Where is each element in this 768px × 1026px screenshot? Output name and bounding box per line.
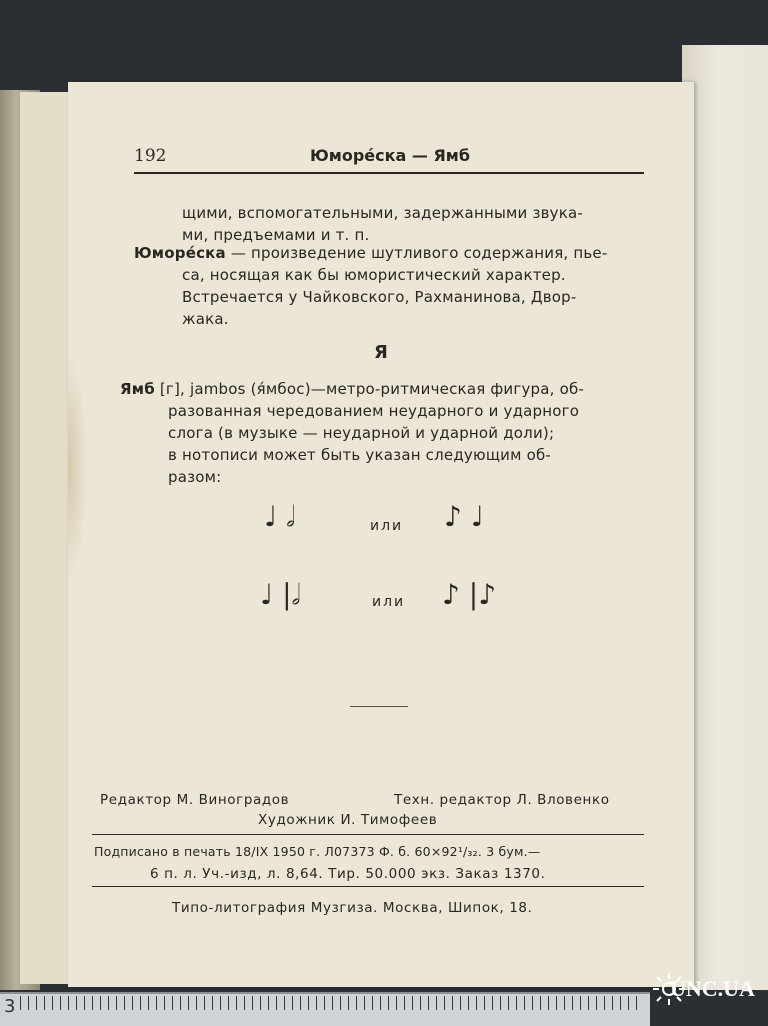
measuring-ruler — [0, 992, 650, 1026]
page-stain — [68, 352, 88, 582]
artist-credit: Художник И. Тимофеев — [258, 812, 438, 828]
note-pattern-3: ♩ |𝅗𝅥 — [260, 578, 301, 611]
ruler-ticks — [20, 996, 640, 1010]
facing-page — [682, 45, 768, 990]
dictionary-entry-iamb — [120, 378, 650, 488]
printer-line: Типо-литография Музгиза. Москва, Шипок, 18. — [172, 900, 533, 916]
page-number: 192 — [134, 146, 167, 166]
note-pattern-2: ♪ ♩ — [444, 500, 484, 533]
watermark-text: UNC.UA — [670, 976, 755, 1001]
separator-rule — [350, 706, 408, 707]
running-title: Юмоpéска — Ямб — [310, 146, 471, 165]
tech-editor-credit: Техн. редактор Л. Вловенко — [394, 792, 610, 808]
dictionary-entry-humoresque — [134, 242, 644, 330]
entry-headword: Юмоpéска — [134, 244, 226, 262]
imprint-rule-top — [92, 834, 644, 835]
entry-definition: — произведение шутливого содержания, пье- — [225, 244, 608, 262]
book-page — [68, 82, 694, 987]
continuation-text: щими, вспомогательными, задержанными звука- ми, предъемами и т. п. — [182, 204, 584, 244]
or-label-2: или — [372, 594, 406, 610]
ruler-number: 3 — [4, 996, 16, 1017]
site-watermark — [652, 968, 764, 1012]
imprint-rule-bottom — [92, 886, 644, 887]
entry-definition-continued: са, носящая как бы юмористический характер. Встречается у Чайковского, Рахманинова, Двор- жака. — [182, 266, 577, 328]
entry-definition: [г], jambos (я́мбос)—метро-ритмическая фигура, об- — [154, 380, 585, 398]
note-pattern-1: ♩ 𝅗𝅥 — [264, 500, 296, 533]
or-label-1: или — [370, 518, 404, 534]
section-letter: Я — [374, 342, 388, 363]
entry-definition-continued: разованная чередованием неударного и ударного слога (в музыке — неударной и ударной доли); в нотописи может быть указан следующим об- разом: — [168, 402, 580, 486]
print-run-line: 6 п. л. Уч.-изд, л. 8,64. Тир. 50.000 экз. Заказ 1370. — [150, 866, 546, 882]
editor-credit: Редактор М. Виноградов — [100, 792, 290, 808]
running-head — [134, 146, 644, 174]
note-pattern-4: ♪ |♪ — [442, 578, 497, 611]
entry-headword: Ямб — [120, 380, 155, 398]
signed-to-print-line: Подписано в печать 18/IX 1950 г. Л07373 Ф. б. 60×92¹/₃₂. 3 бум.— — [94, 844, 541, 859]
